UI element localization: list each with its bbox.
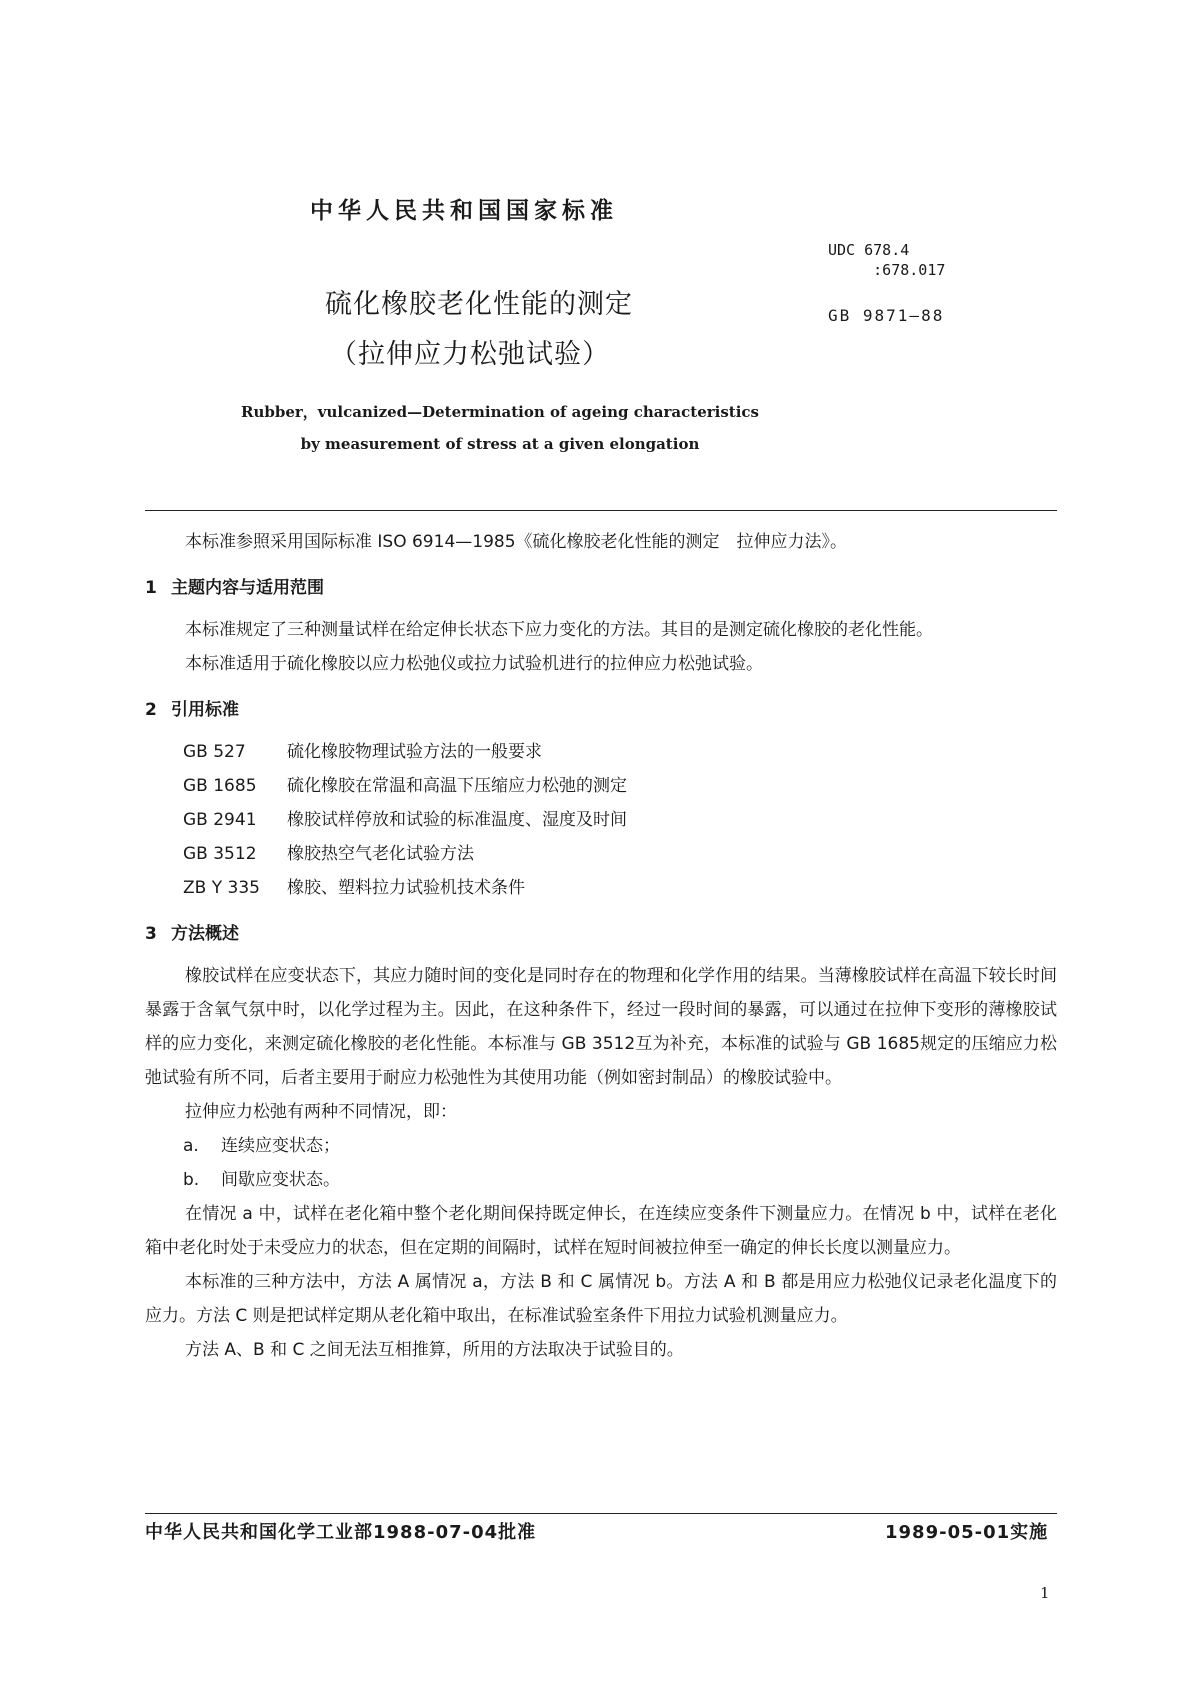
reference-title: 橡胶、塑料拉力试验机技术条件 [287, 878, 525, 898]
paragraph: 拉伸应力松弛有两种不同情况，即： [185, 1102, 457, 1122]
udc-line-2: :678.017 [828, 261, 946, 279]
paragraph: 本标准的三种方法中，方法 A 属情况 a，方法 B 和 C 属情况 b。方法 A 和 B 都是用应力松弛仪记录老化温度下的应力。方法 C 则是把试样定期从老化箱中取出，在标准试验室条件下用拉力试验机测量应力。 [145, 1272, 1057, 1326]
reference-item [183, 837, 1057, 871]
reference-code: GB 1685 [183, 776, 257, 796]
reference-item [183, 871, 1057, 905]
reference-code: GB 3512 [183, 844, 257, 864]
list-marker: b. [183, 1170, 200, 1190]
section-3-heading [145, 917, 1057, 951]
paragraph: 本标准规定了三种测量试样在给定伸长状态下应力变化的方法。其目的是测定硫化橡胶的老化性能。 [185, 620, 933, 640]
header-divider [145, 510, 1057, 511]
reference-title: 硫化橡胶物理试验方法的一般要求 [287, 742, 542, 762]
approval-statement: 中华人民共和国化学工业部1988-07-04批准 [145, 1522, 537, 1543]
reference-title: 橡胶试样停放和试验的标准温度、湿度及时间 [287, 810, 627, 830]
reference-item [183, 769, 1057, 803]
udc-classification [828, 240, 945, 280]
reference-item [183, 803, 1057, 837]
title-en-line-2: by measurement of stress at a given elongation [300, 435, 700, 453]
reference-title: 硫化橡胶在常温和高温下压缩应力松弛的测定 [287, 776, 627, 796]
section-title: 方法概述 [171, 924, 239, 944]
paragraph: 本标准适用于硫化橡胶以应力松弛仪或拉力试验机进行的拉伸应力松弛试验。 [185, 654, 763, 674]
list-text: 间歇应变状态。 [221, 1170, 340, 1190]
list-item-a [183, 1129, 1057, 1163]
national-standard-heading: 中华人民共和国国家标准 [310, 198, 618, 224]
reference-item [183, 735, 1057, 769]
section-title: 引用标准 [171, 700, 239, 720]
page-number: 1 [1040, 1584, 1050, 1602]
list-text: 连续应变状态； [221, 1136, 340, 1156]
list-item-b [183, 1163, 1057, 1197]
section-1-heading [145, 571, 1057, 605]
reference-title: 橡胶热空气老化试验方法 [287, 844, 474, 864]
section-number: 3 [145, 924, 157, 944]
title-en-line-1: Rubber，vulcanized—Determination of ageing characteristics [241, 403, 759, 421]
gb-standard-code: GB 9871—88 [828, 306, 945, 325]
document-title-en [240, 396, 760, 460]
intro-paragraph: 本标准参照采用国际标准 ISO 6914—1985《硫化橡胶老化性能的测定 拉伸应力法》。 [185, 532, 848, 552]
reference-code: ZB Y 335 [183, 878, 260, 898]
section-number: 2 [145, 700, 157, 720]
reference-code: GB 2941 [183, 810, 257, 830]
effective-date: 1989-05-01实施 [885, 1522, 1049, 1543]
paragraph: 橡胶试样在应变状态下，其应力随时间的变化是同时存在的物理和化学作用的结果。当薄橡胶试样在高温下较长时间暴露于含氧气氛中时，以化学过程为主。因此，在这种条件下，经过一段时间的暴露，可以通过在拉伸下变形的薄橡胶试样的应力变化，来测定硫化橡胶的老化性能。本标准与 GB 3512互为补充，本标准的试验与 GB 1685规定的压缩应力松弛试验有所不同，后者主要用于耐应力松弛性为其使用功能（例如密封制品）的橡胶试验中。 [145, 966, 1057, 1088]
section-2-heading [145, 693, 1057, 727]
document-body [145, 525, 1057, 1367]
paragraph: 在情况 a 中，试样在老化箱中整个老化期间保持既定伸长，在连续应变条件下测量应力。在情况 b 中，试样在老化箱中老化时处于未受应力的状态，但在定期的间隔时，试样在短时间被拉伸至一确定的伸长长度以测量应力。 [145, 1204, 1057, 1258]
paragraph: 方法 A、B 和 C 之间无法互相推算，所用的方法取决于试验目的。 [185, 1340, 684, 1360]
section-number: 1 [145, 578, 157, 598]
udc-line-1: UDC 678.4 [828, 241, 910, 259]
list-marker: a. [183, 1136, 199, 1156]
section-title: 主题内容与适用范围 [171, 578, 324, 598]
document-subtitle-cn: （拉伸应力松弛试验） [330, 339, 610, 370]
footer-divider [145, 1513, 1057, 1514]
document-title-cn: 硫化橡胶老化性能的测定 [325, 289, 633, 320]
reference-code: GB 527 [183, 742, 246, 762]
